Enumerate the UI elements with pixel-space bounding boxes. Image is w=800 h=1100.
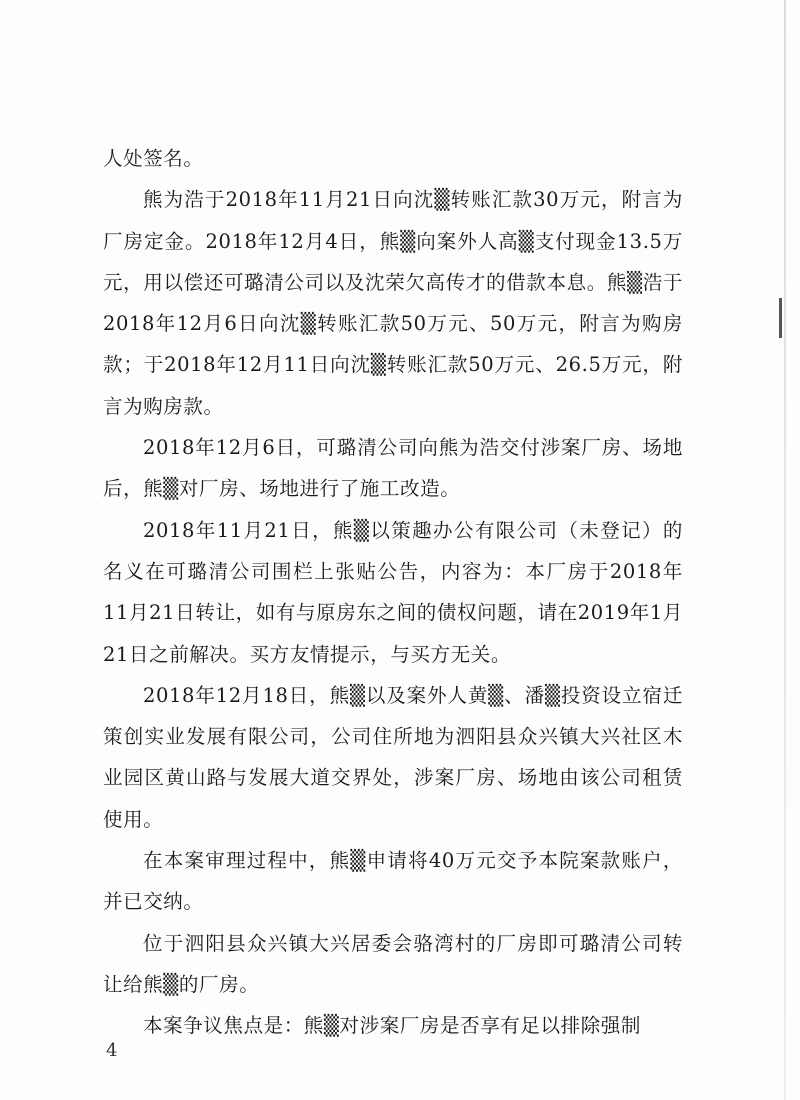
paragraph-8: 本案争议焦点是：熊▒对涉案厂房是否享有足以排除强制: [143, 1014, 641, 1038]
paragraph-6: 在本案审理过程中，熊▒申请将40万元交予本院案款账户，并已交纳。: [103, 849, 683, 914]
paragraph-7: 位于泗阳县众兴镇大兴居委会骆湾村的厂房即可璐清公司转让给熊▒的厂房。: [103, 931, 683, 996]
paragraph-5: 2018年12月18日，熊▒以及案外人黄▒、潘▒投资设立宿迁策创实业发展有限公司，公司住所地为泗阳县众兴镇大兴社区木业园区黄山路与发展大道交界处，涉案厂房、场地由该公司租赁使用。: [103, 683, 683, 831]
page-number: 4: [106, 1040, 118, 1061]
page-edge-shadow: [784, 0, 786, 1100]
paragraph-1: 人处签名。: [103, 147, 204, 170]
paragraph-3: 2018年12月6日，可璐清公司向熊为浩交付涉案厂房、场地后，熊▒对厂房、场地进行了施工改造。: [103, 436, 683, 501]
page-edge-mark: [779, 298, 782, 338]
document-body: [103, 138, 683, 1047]
paragraph-2: 熊为浩于2018年11月21日向沈▒转账汇款30万元，附言为厂房定金。2018年12月4日，熊▒向案外人高▒支付现金13.5万元，用以偿还可璐清公司以及沈荣欠高传才的借款本息。熊▒浩于2018年12月6日向沈▒转账汇款50万元、50万元，附言为购房款；于2018年12月11日向沈▒转账汇款50万元、26.5万元，附言为购房款。: [103, 188, 683, 418]
paragraph-4: 2018年11月21日，熊▒以策趣办公有限公司（未登记）的名义在可璐清公司围栏上张贴公告，内容为：本厂房于2018年11月21日转让，如有与原房东之间的债权问题，请在2019年1月21日之前解决。买方友情提示，与买方无关。: [103, 518, 683, 666]
